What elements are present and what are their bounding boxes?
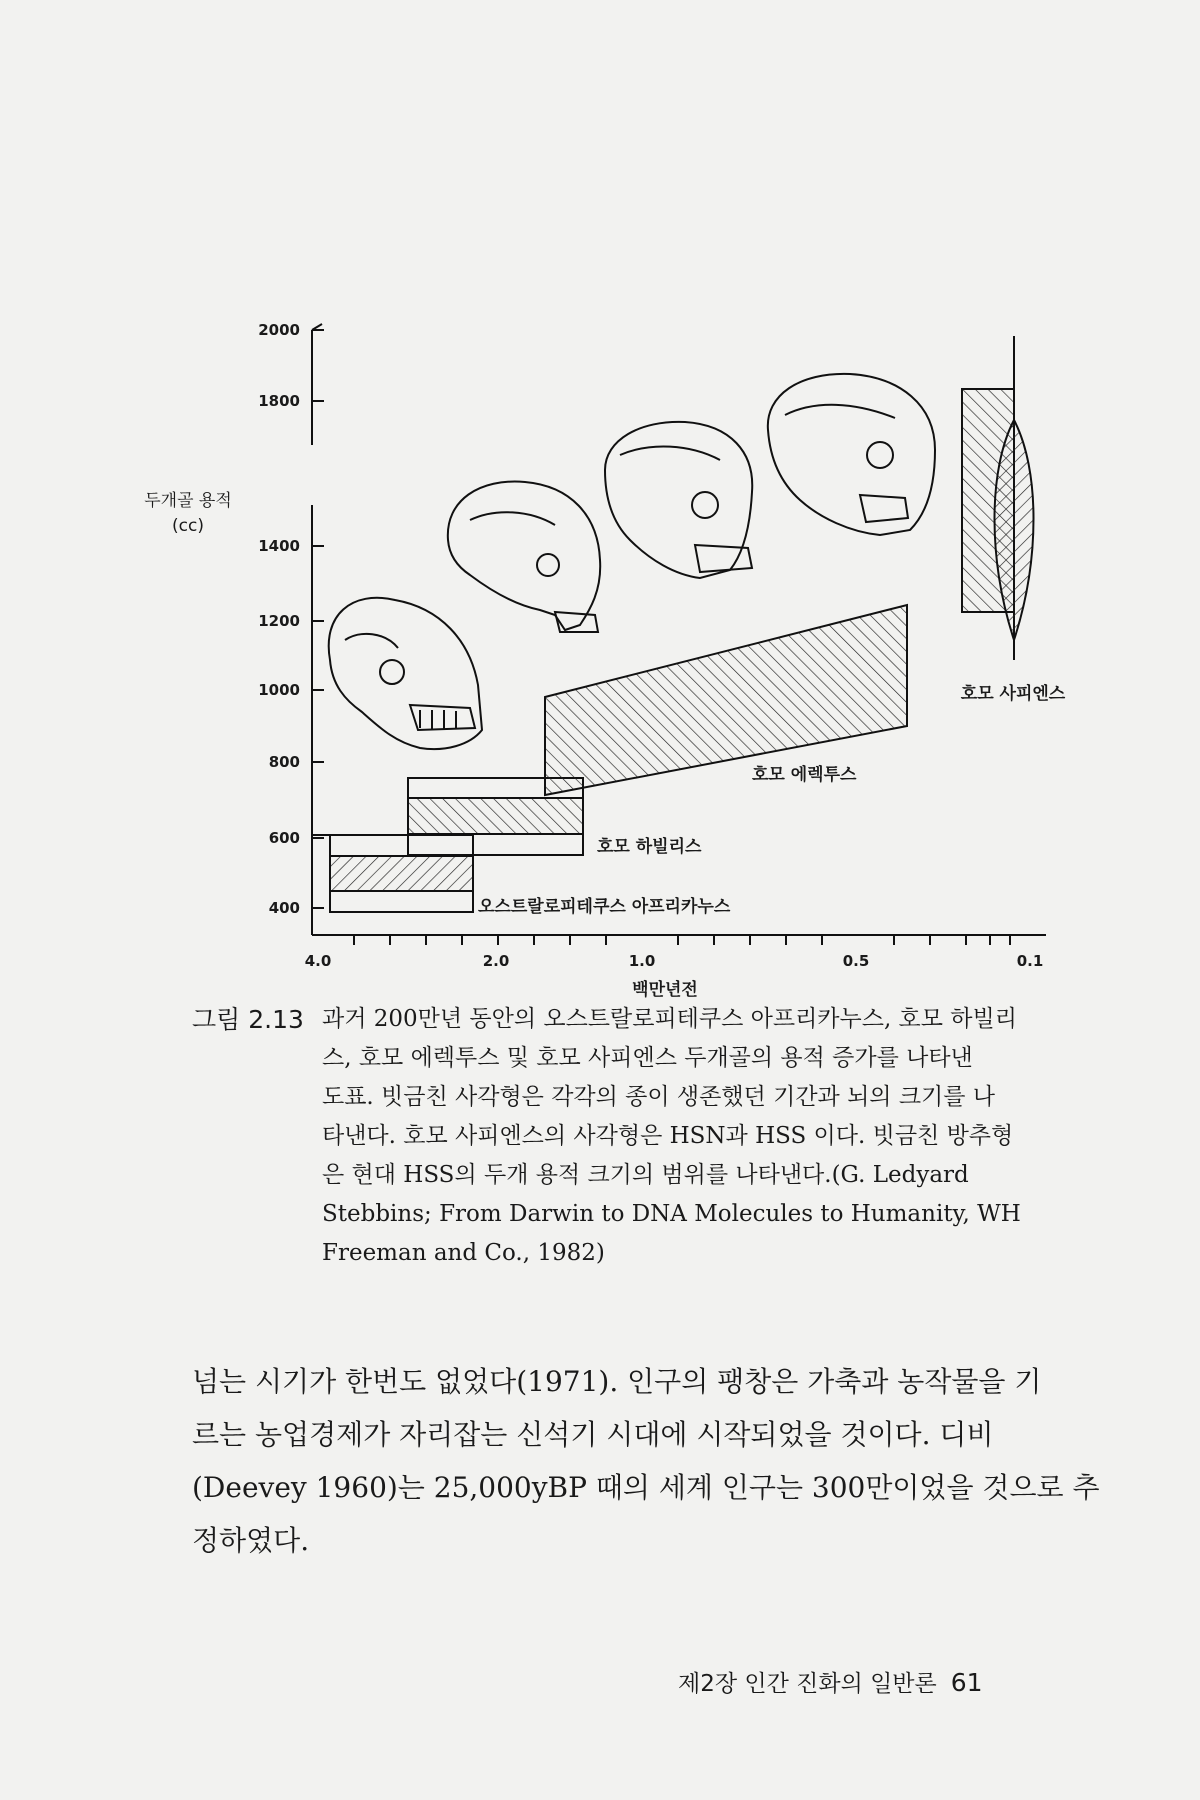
label-homo-sapiens: 호모 사피엔스 (960, 684, 1066, 704)
caption-line: 과거 200만년 동안의 오스트랄로피테쿠스 아프리카누스, 호모 하빌리 (322, 1006, 1017, 1032)
y-tick-label: 600 (268, 829, 300, 847)
page-number: 61 (950, 1668, 983, 1697)
bar-australopithecus (312, 835, 473, 912)
y-ticks (312, 330, 324, 908)
y-tick-label: 1200 (258, 612, 300, 630)
x-tick-label: 2.0 (482, 952, 510, 970)
caption-line: 은 현대 HSS의 두개 용적 크기의 범위를 나타낸다.(G. Ledyard (322, 1162, 969, 1188)
page-footer (678, 1665, 983, 1698)
x-tick-label: 1.0 (628, 952, 656, 970)
skull-australopithecus-illustration (329, 598, 482, 749)
figure-caption (192, 1000, 1072, 1273)
x-tick-label: 4.0 (304, 952, 332, 970)
body-paragraph (192, 1355, 1100, 1567)
x-axis-label: 백만년전 (632, 980, 698, 1000)
label-homo-erectus: 호모 에렉투스 (752, 765, 857, 785)
caption-line: 도표. 빗금친 사각형은 각각의 종이 생존했던 기간과 뇌의 크기를 나 (322, 1084, 995, 1110)
label-homo-habilis: 호모 하빌리스 (597, 837, 702, 857)
paragraph-line: (Deevey 1960)는 25,000yBP 때의 세계 인구는 300만이었을 것으로 추 (192, 1471, 1100, 1504)
paragraph-line: 넘는 시기가 한번도 없었다(1971). 인구의 팽창은 가축과 농작물을 기 (192, 1365, 1042, 1398)
bar-homo-sapiens (962, 336, 1034, 660)
y-tick-label: 2000 (258, 321, 300, 339)
caption-line: Freeman and Co., 1982) (322, 1240, 605, 1266)
y-axis-label: 두개골 용적 (144, 491, 232, 511)
y-tick-label: 1800 (258, 392, 300, 410)
x-minor-ticks (354, 935, 1010, 945)
caption-line: 타낸다. 호모 사피엔스의 사각형은 HSN과 HSS 이다. 빗금친 방추형 (322, 1123, 1014, 1149)
label-australopithecus: 오스트랄로피테쿠스 아프리카누스 (478, 897, 731, 917)
figure-number: 그림 2.13 (192, 1005, 304, 1034)
y-tick-label: 400 (268, 899, 300, 917)
skull-homo-sapiens-illustration (768, 374, 935, 535)
x-tick-label: 0.1 (1016, 952, 1044, 970)
y-axis-unit: (cc) (172, 516, 204, 536)
y-tick-label: 1400 (258, 537, 300, 555)
x-tick-label: 0.5 (842, 952, 870, 970)
paragraph-line: 르는 농업경제가 자리잡는 신석기 시대에 시작되었을 것이다. 디비 (192, 1418, 994, 1451)
y-tick-label: 800 (268, 753, 300, 771)
paragraph-line: 정하였다. (192, 1524, 310, 1557)
caption-line: Stebbins; From Darwin to DNA Molecules to Humanity, WH (322, 1201, 1021, 1227)
caption-line: 스, 호모 에렉투스 및 호모 사피엔스 두개골의 용적 증가를 나타낸 (322, 1045, 973, 1071)
skull-homo-habilis-illustration (448, 482, 600, 632)
skull-homo-erectus-illustration (605, 422, 752, 578)
y-tick-label: 1000 (258, 681, 300, 699)
chapter-title: 제2장 인간 진화의 일반론 (678, 1671, 937, 1697)
